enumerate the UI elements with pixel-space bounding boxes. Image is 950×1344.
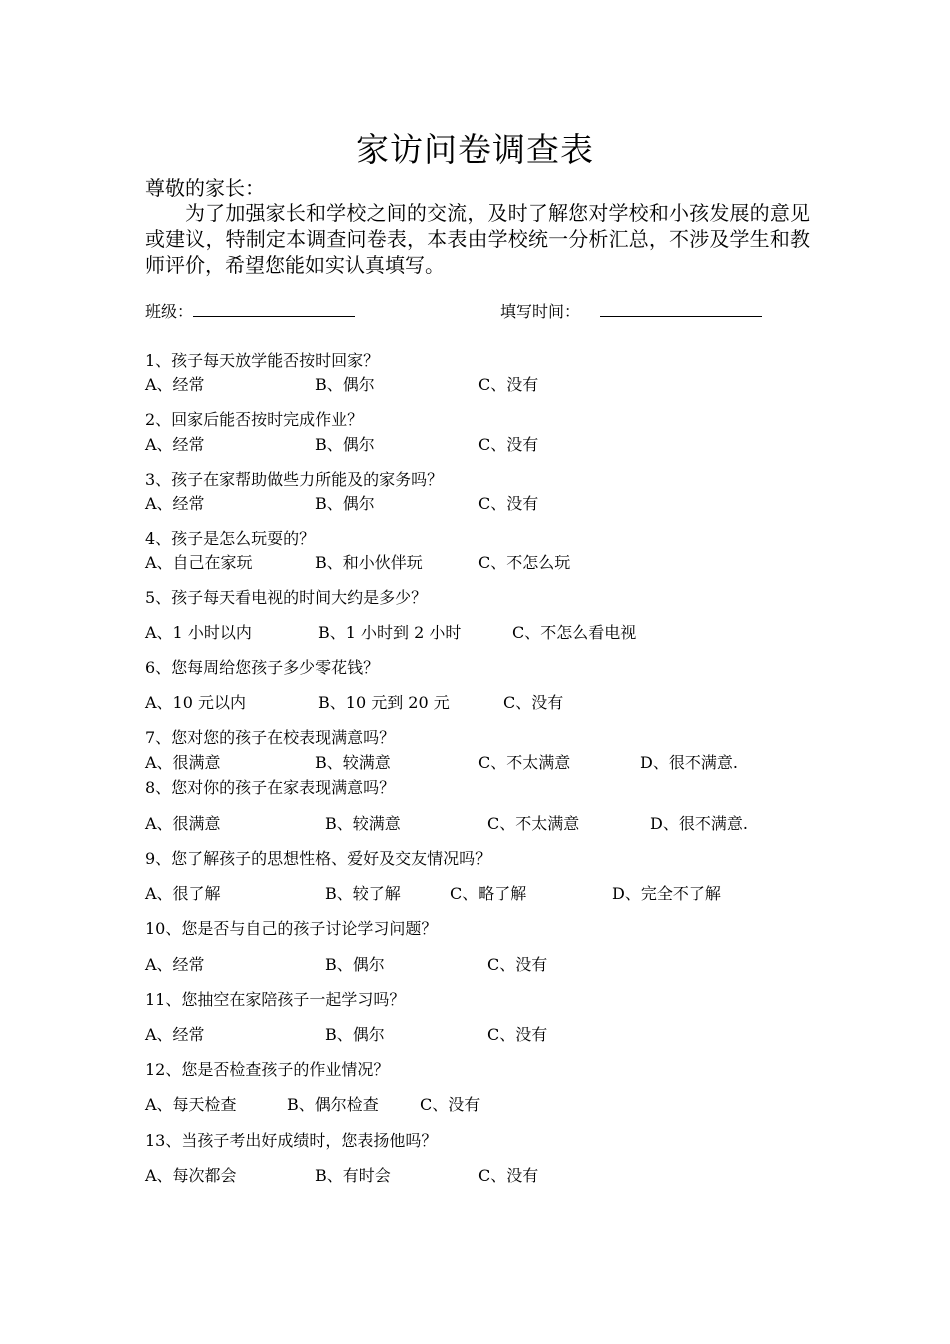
option[interactable]: B、较满意 xyxy=(325,814,401,833)
option[interactable]: D、很不满意. xyxy=(650,814,748,833)
question-6: 6、您每周给您孩子多少零花钱？ xyxy=(145,658,380,677)
intro-paragraph: 为了加强家长和学校之间的交流，及时了解您对学校和小孩发展的意见或建议，特制定本调查问卷表，本表由学校统一分析汇总，不涉及学生和教师评价，希望您能如实认真填写。 xyxy=(145,201,810,277)
option[interactable]: B、1 小时到 2 小时 xyxy=(318,623,462,642)
option[interactable]: A、每次都会 xyxy=(145,1166,237,1185)
time-blank-line[interactable] xyxy=(600,300,762,317)
time-label: 填写时间： xyxy=(500,302,581,321)
option[interactable]: A、很满意 xyxy=(145,753,221,772)
option[interactable]: A、经常 xyxy=(145,435,205,454)
question-7: 7、您对您的孩子在校表现满意吗？ xyxy=(145,728,396,747)
option[interactable]: C、不怎么看电视 xyxy=(512,623,637,642)
page-title: 家访问卷调查表 xyxy=(356,130,594,169)
option[interactable]: A、经常 xyxy=(145,955,205,974)
question-1: 1、孩子每天放学能否按时回家？ xyxy=(145,351,380,370)
option[interactable]: B、偶尔 xyxy=(315,375,375,394)
class-label: 班级： xyxy=(145,302,194,321)
option[interactable]: A、自己在家玩 xyxy=(145,553,253,572)
option[interactable]: A、经常 xyxy=(145,375,205,394)
option[interactable]: C、没有 xyxy=(478,1166,539,1185)
question-12: 12、您是否检查孩子的作业情况？ xyxy=(145,1060,390,1079)
class-field xyxy=(145,300,355,324)
option[interactable]: D、很不满意. xyxy=(640,753,738,772)
question-4: 4、孩子是怎么玩耍的？ xyxy=(145,529,316,548)
option[interactable]: C、没有 xyxy=(478,494,539,513)
option[interactable]: A、很满意 xyxy=(145,814,221,833)
class-blank-line[interactable] xyxy=(193,300,355,317)
question-2: 2、回家后能否按时完成作业？ xyxy=(145,410,364,429)
option[interactable]: B、10 元到 20 元 xyxy=(318,693,450,712)
greeting: 尊敬的家长： xyxy=(145,176,265,200)
option[interactable]: A、1 小时以内 xyxy=(145,623,252,642)
option[interactable]: B、较满意 xyxy=(315,753,391,772)
option[interactable]: C、没有 xyxy=(420,1095,481,1114)
option[interactable]: B、偶尔 xyxy=(325,955,385,974)
option[interactable]: C、略了解 xyxy=(450,884,527,903)
question-5: 5、孩子每天看电视的时间大约是多少？ xyxy=(145,588,428,607)
question-13: 13、当孩子考出好成绩时，您表扬他吗？ xyxy=(145,1131,438,1150)
option[interactable]: C、没有 xyxy=(478,435,539,454)
option[interactable]: C、不怎么玩 xyxy=(478,553,571,572)
option[interactable]: B、偶尔 xyxy=(325,1025,385,1044)
option[interactable]: C、没有 xyxy=(503,693,564,712)
option[interactable]: C、没有 xyxy=(487,955,548,974)
option[interactable]: A、每天检查 xyxy=(145,1095,237,1114)
option[interactable]: C、不太满意 xyxy=(487,814,580,833)
option[interactable]: B、偶尔 xyxy=(315,435,375,454)
option[interactable]: B、和小伙伴玩 xyxy=(315,553,423,572)
question-11: 11、您抽空在家陪孩子一起学习吗？ xyxy=(145,990,406,1009)
question-9: 9、您了解孩子的思想性格、爱好及交友情况吗？ xyxy=(145,849,492,868)
option[interactable]: A、经常 xyxy=(145,1025,205,1044)
option[interactable]: D、完全不了解 xyxy=(612,884,721,903)
option[interactable]: B、较了解 xyxy=(325,884,401,903)
question-10: 10、您是否与自己的孩子讨论学习问题？ xyxy=(145,919,438,938)
question-8: 8、您对你的孩子在家表现满意吗？ xyxy=(145,778,396,797)
option[interactable]: B、有时会 xyxy=(315,1166,391,1185)
option[interactable]: A、经常 xyxy=(145,494,205,513)
option[interactable]: A、10 元以内 xyxy=(145,693,247,712)
option[interactable]: C、没有 xyxy=(478,375,539,394)
option[interactable]: B、偶尔 xyxy=(315,494,375,513)
question-3: 3、孩子在家帮助做些力所能及的家务吗？ xyxy=(145,470,444,489)
option[interactable]: B、偶尔检查 xyxy=(287,1095,379,1114)
time-field xyxy=(500,300,762,324)
option[interactable]: C、没有 xyxy=(487,1025,548,1044)
option[interactable]: A、很了解 xyxy=(145,884,221,903)
option[interactable]: C、不太满意 xyxy=(478,753,571,772)
